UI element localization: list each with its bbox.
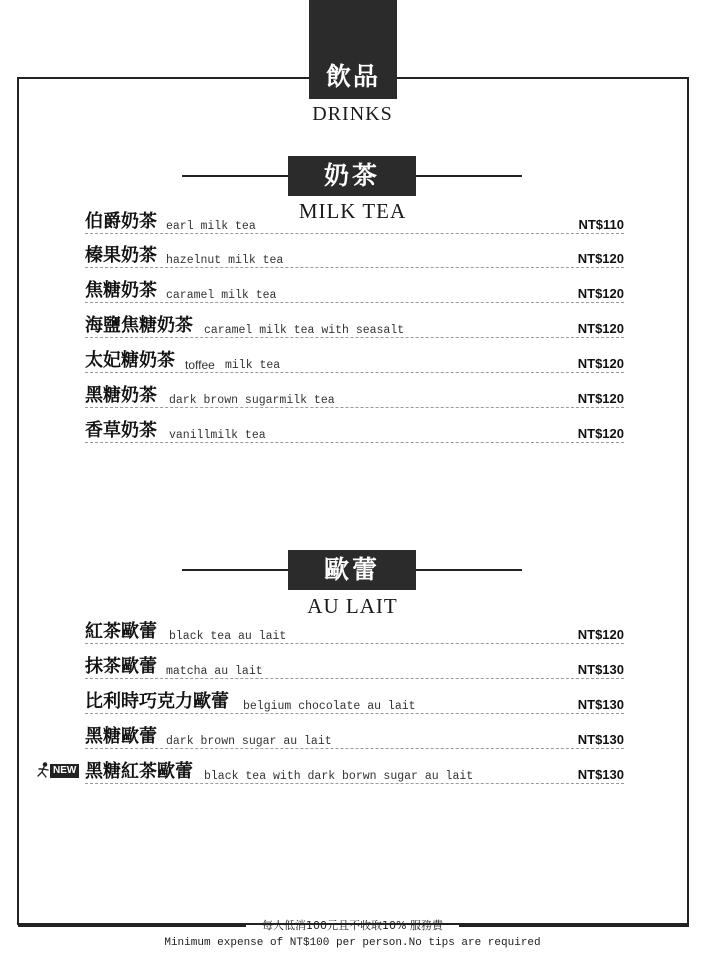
item-price: NT$120 [577,356,624,371]
footer-line-right [459,925,689,927]
menu-item [85,726,624,749]
item-name-en-suffix: milk tea [225,359,281,372]
menu-item [85,621,624,644]
item-name-en: dark brown sugarmilk tea [169,394,335,407]
menu-item [85,656,624,679]
item-price: NT$130 [577,697,624,712]
item-name-en: toffee [185,358,215,372]
item-name-zh: 紅茶歐蕾 [85,621,157,642]
item-name-zh: 焦糖奶茶 [85,280,157,301]
item-name-en: matcha au lait [166,665,263,678]
header-title-en: DRINKS [312,103,393,125]
item-price: NT$130 [577,732,624,747]
item-price: NT$120 [577,251,624,266]
item-name-zh: 抹茶歐蕾 [85,656,157,677]
item-name-en: hazelnut milk tea [166,254,284,267]
item-price: NT$120 [577,321,624,336]
item-name-zh: 黑糖紅茶歐蕾 [85,761,193,782]
item-name-zh: 伯爵奶茶 [85,211,157,232]
item-price: NT$120 [577,627,624,642]
menu-item [85,211,624,234]
item-name-zh: 黑糖歐蕾 [85,726,157,747]
footer-note-zh: 每人低消100元且不收取10% 服務費 [262,919,443,932]
milk-tea-title-zh: 奶茶 [288,156,416,196]
header-block [309,0,397,99]
menu-item [85,385,624,408]
au-lait-title-zh: 歐蕾 [288,550,416,590]
item-price: NT$120 [577,426,624,441]
item-name-en: vanillmilk tea [169,429,266,442]
menu-item [85,280,624,303]
item-name-en: belgium chocolate au lait [243,700,416,713]
menu-item [85,315,624,338]
item-name-en: dark brown sugar au lait [166,735,332,748]
item-name-zh: 榛果奶茶 [85,245,157,266]
item-price: NT$130 [577,662,624,677]
item-name-en: earl milk tea [166,220,256,233]
menu-item [85,761,624,784]
item-name-zh: 香草奶茶 [85,420,157,441]
footer-line-left [18,925,246,927]
menu-item [85,245,624,268]
item-price: NT$130 [577,767,624,782]
footer-note-en: Minimum expense of NT$100 per person.No tips are required [164,937,541,949]
item-price: NT$120 [577,286,624,301]
item-name-zh: 比利時巧克力歐蕾 [85,691,229,712]
item-name-zh: 太妃糖奶茶 [85,350,175,371]
new-badge-label: NEW [50,764,79,778]
new-badge [36,761,82,779]
milk-tea-title-en: MILK TEA [298,199,407,223]
menu-item [85,691,624,714]
item-price: NT$120 [577,391,624,406]
header-title-zh: 飲品 [325,62,380,91]
item-name-en: caramel milk tea [166,289,277,302]
item-price: NT$110 [578,217,624,232]
menu-item [85,350,624,373]
item-name-en: black tea au lait [169,630,287,643]
menu-item [85,420,624,443]
item-name-zh: 黑糖奶茶 [85,385,157,406]
item-name-en: black tea with dark borwn sugar au lait [204,770,474,783]
item-name-en: caramel milk tea with seasalt [204,324,405,337]
au-lait-title-en: AU LAIT [307,594,398,618]
item-name-zh: 海鹽焦糖奶茶 [85,315,193,336]
